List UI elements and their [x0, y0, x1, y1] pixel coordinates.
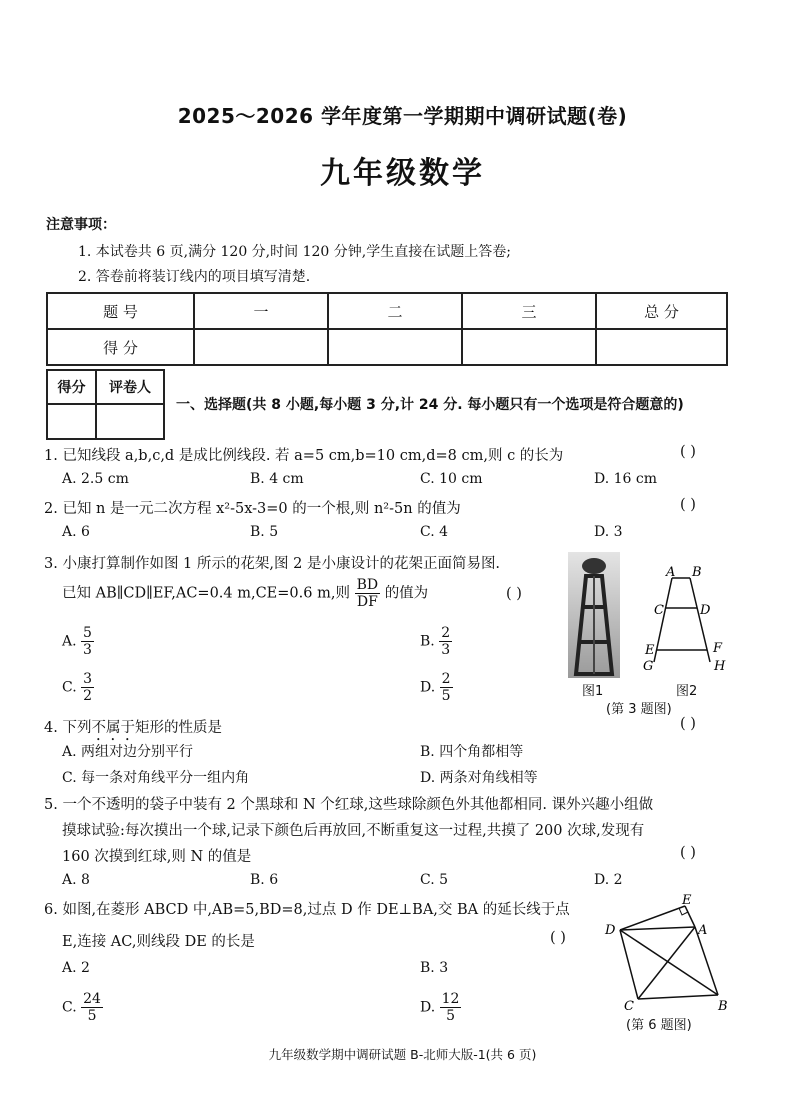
q1-option-a[interactable]: A. 2.5 cm	[62, 471, 129, 487]
q5-option-c[interactable]: C. 5	[420, 872, 449, 888]
page-footer: 九年级数学期中调研试题 B-北师大版-1(共 6 页)	[268, 1047, 537, 1062]
q6-option-c-num: 24	[83, 991, 101, 1007]
q6-option-a[interactable]: A. 2	[62, 960, 90, 976]
q3-option-d-label: D.	[420, 679, 436, 696]
exam-title: 2025～2026 学年度第一学期期中调研试题(卷)	[177, 104, 628, 128]
q2-option-c[interactable]: C. 4	[420, 524, 449, 540]
grader-score-label: 得分	[47, 370, 96, 404]
q5-option-d[interactable]: D. 2	[594, 872, 623, 888]
fig2-caption: 图2	[676, 684, 698, 699]
score-header-total: 总 分	[596, 293, 727, 329]
question-3-line-1: 3. 小康打算制作如图 1 所示的花架,图 2 是小康设计的花架正面简易图.	[44, 556, 501, 572]
score-header-section-3: 三	[462, 293, 596, 329]
exam-subject: 九年级数学	[320, 156, 485, 191]
score-cell-3[interactable]	[462, 329, 596, 365]
q6-option-d-label: D.	[420, 999, 436, 1016]
q3-option-a-num: 5	[83, 625, 92, 641]
grader-score-cell[interactable]	[47, 404, 96, 439]
answer-blank-5[interactable]: ( )	[680, 845, 696, 861]
fig1-caption: 图1	[582, 684, 604, 699]
fig6-label-a: A	[698, 923, 708, 938]
fig2-label-a: A	[666, 565, 676, 580]
q3-option-d-den: 5	[441, 688, 451, 705]
q2-option-a[interactable]: A. 6	[62, 524, 90, 540]
notes-heading: 注意事项：	[46, 217, 116, 233]
score-row-label: 得 分	[47, 329, 194, 365]
q3-option-a-den: 3	[83, 642, 92, 659]
fig2-label-g: G	[643, 659, 654, 674]
score-table	[46, 292, 728, 366]
question-5-line-3: 160 次摸到红球,则 N 的值是	[62, 849, 252, 865]
answer-blank-6[interactable]: ( )	[550, 930, 566, 946]
q3-figure-caption: (第 3 题图)	[606, 702, 672, 717]
answer-blank-2[interactable]: ( )	[680, 497, 696, 513]
question-2: 2. 已知 n 是一元二次方程 x²-5x-3=0 的一个根,则 n²-5n 的值为	[44, 501, 461, 517]
q3-option-d-num: 2	[441, 671, 451, 687]
q3-option-d[interactable]	[420, 671, 453, 704]
q6-option-c-den: 5	[87, 1008, 97, 1025]
fig2-label-c: C	[654, 603, 664, 618]
grader-name-cell[interactable]	[96, 404, 164, 439]
answer-blank-4[interactable]: ( )	[680, 716, 696, 732]
q2-option-d[interactable]: D. 3	[594, 524, 623, 540]
q1-option-c[interactable]: C. 10 cm	[420, 471, 483, 487]
q6-option-d-den: 5	[446, 1008, 456, 1025]
fig6-label-c: C	[624, 999, 634, 1014]
score-header-section-2: 二	[328, 293, 462, 329]
q2-option-b[interactable]: B. 5	[250, 524, 279, 540]
q3-option-b[interactable]	[420, 625, 452, 658]
q3-option-b-num: 2	[441, 625, 451, 641]
fig6-label-d: D	[605, 923, 616, 938]
q6-option-c-label: C.	[62, 999, 77, 1016]
q3-option-c[interactable]	[62, 671, 94, 704]
q3-option-a-label: A.	[62, 633, 77, 650]
flower-stand-diagram	[640, 564, 735, 674]
fig2-label-b: B	[692, 565, 702, 580]
q5-option-b[interactable]: B. 6	[250, 872, 279, 888]
q3-ratio-fraction	[355, 577, 381, 610]
q3-option-c-num: 3	[83, 671, 93, 687]
question-4	[44, 716, 222, 744]
fig6-label-b: B	[718, 999, 728, 1014]
q3-option-c-den: 2	[83, 688, 93, 705]
flower-stand-photo	[568, 552, 620, 678]
q6-option-d-num: 12	[441, 991, 460, 1007]
score-cell-1[interactable]	[194, 329, 328, 365]
fig2-label-e: E	[645, 643, 655, 658]
note-item-1: 1. 本试卷共 6 页,满分 120 分,时间 120 分钟,学生直接在试题上答卷;	[78, 244, 511, 260]
fig2-label-f: F	[713, 641, 723, 656]
q3-ratio-numerator: BD	[356, 577, 379, 593]
q3-ratio-denominator: DF	[356, 594, 378, 611]
q3-option-b-den: 3	[441, 642, 451, 659]
q1-option-b[interactable]: B. 4 cm	[250, 471, 304, 487]
question-1: 1. 已知线段 a,b,c,d 是成比例线段. 若 a=5 cm,b=10 cm,d=8 cm,则 c 的长为	[44, 448, 564, 464]
fig6-label-e: E	[682, 893, 692, 908]
q3-option-a[interactable]	[62, 625, 94, 658]
q5-option-a[interactable]: A. 8	[62, 872, 90, 888]
fig2-label-d: D	[700, 603, 711, 618]
q6-figure-caption: (第 6 题图)	[626, 1018, 692, 1033]
question-6-line-2: E,连接 AC,则线段 DE 的长是	[62, 934, 255, 950]
note-item-2: 2. 答卷前将装订线内的项目填写清楚.	[78, 269, 311, 285]
question-5-line-2: 摸球试验:每次摸出一个球,记录下颜色后再放回,不断重复这一过程,共摸了 200 次球,发现有	[62, 823, 645, 839]
q4-text-post: 矩形的性质是	[134, 720, 222, 736]
q4-text-pre: 4. 下列	[44, 720, 92, 736]
fig2-label-h: H	[714, 659, 726, 674]
answer-blank-3[interactable]: ( )	[506, 586, 522, 602]
q4-option-b[interactable]: B. 四个角都相等	[420, 744, 524, 760]
q4-option-a[interactable]: A. 两组对边分别平行	[62, 744, 194, 760]
section-1-title: 一、选择题(共 8 小题,每小题 3 分,计 24 分. 每小题只有一个选项是符合题意的)	[176, 397, 684, 413]
score-cell-2[interactable]	[328, 329, 462, 365]
q3-text-post: 的值为	[384, 585, 429, 602]
answer-blank-1[interactable]: ( )	[680, 444, 696, 460]
score-header-section-1: 一	[194, 293, 328, 329]
question-3-line-2	[62, 577, 428, 610]
q4-option-c[interactable]: C. 每一条对角线平分一组内角	[62, 770, 250, 786]
score-cell-total[interactable]	[596, 329, 727, 365]
rhombus-diagram	[600, 892, 735, 1014]
q3-option-b-label: B.	[420, 633, 435, 650]
score-header-label: 题 号	[47, 293, 194, 329]
q6-option-d[interactable]	[420, 991, 461, 1024]
q1-option-d[interactable]: D. 16 cm	[594, 471, 658, 487]
q6-option-c[interactable]	[62, 991, 103, 1024]
q3-text-pre: 已知 AB∥CD∥EF,AC=0.4 m,CE=0.6 m,则	[62, 585, 350, 602]
q3-option-c-label: C.	[62, 679, 77, 696]
question-5-line-1: 5. 一个不透明的袋子中装有 2 个黑球和 N 个红球,这些球除颜色外其他都相同. 课外兴趣小组做	[44, 797, 654, 813]
q4-emphasis: 不属于	[91, 720, 135, 736]
q6-option-b[interactable]: B. 3	[420, 960, 449, 976]
q4-option-d[interactable]: D. 两条对角线相等	[420, 770, 538, 786]
question-6-line-1: 6. 如图,在菱形 ABCD 中,AB=5,BD=8,过点 D 作 DE⊥BA,交 BA 的延长线于点	[44, 902, 570, 918]
grader-name-label: 评卷人	[96, 370, 164, 404]
grader-box	[46, 369, 165, 440]
